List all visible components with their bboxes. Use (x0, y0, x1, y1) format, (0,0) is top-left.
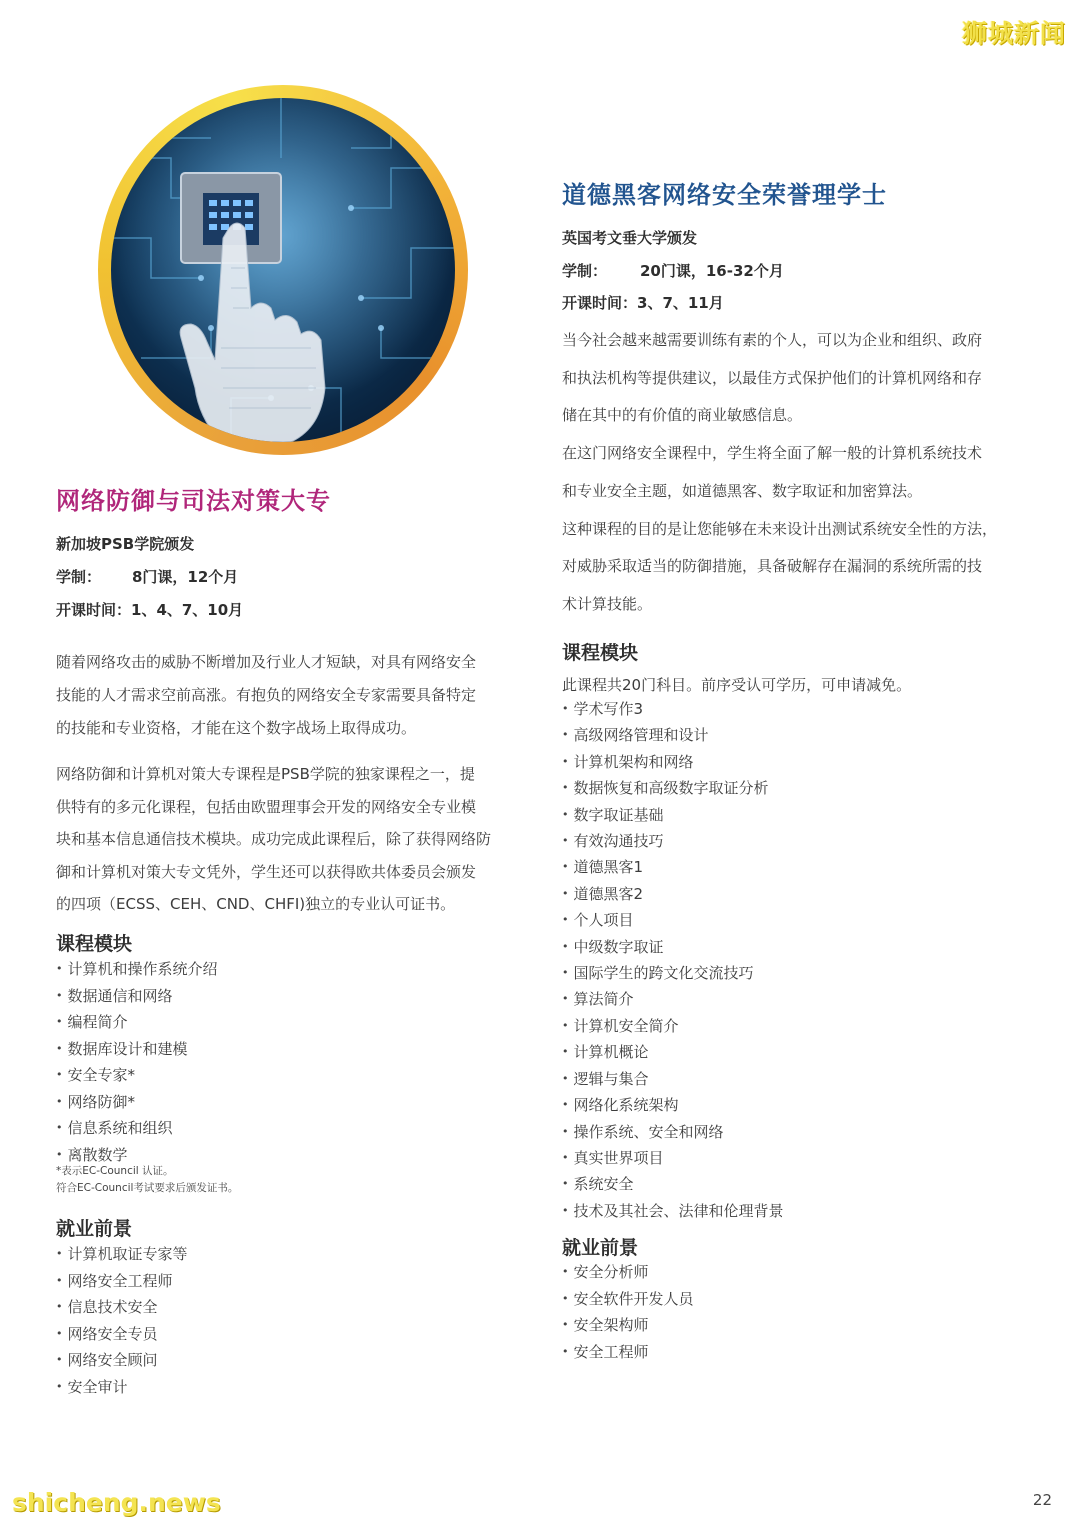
paragraph-line: 这种课程的目的是让您能够在未来设计出测试系统安全性的方法， (562, 519, 998, 538)
paragraph-line: 和专业安全主题，如道德黑客、数字取证和加密算法。 (562, 481, 923, 500)
list-item: • 计算机架构和网络 (562, 749, 784, 775)
list-item: • 计算机和操作系统介绍 (56, 956, 218, 983)
list-item: • 安全架构师 (562, 1312, 694, 1339)
left-careers-list (56, 1241, 188, 1400)
paragraph-line: 技能的人才需求空前高涨。有抱负的网络安全专家需要具备特定 (56, 686, 477, 704)
list-item: • 系统安全 (562, 1171, 784, 1197)
list-item: • 网络安全工程师 (56, 1268, 188, 1295)
paragraph-line: 供特有的多元化课程，包括由欧盟理事会开发的网络安全专业模 (56, 797, 477, 816)
list-item: • 计算机取证专家等 (56, 1241, 188, 1268)
paragraph-line: 当今社会越来越需要训练有素的个人，可以为企业和组织、政府 (562, 331, 983, 349)
left-intro-paragraph (56, 646, 476, 745)
paragraph-line: 储在其中的有价值的商业敏感信息。 (562, 406, 803, 425)
left-duration-value: 8门课，12个月 (132, 568, 239, 586)
list-item: • 安全专家* (56, 1062, 218, 1089)
paragraph-line: 的技能和专业资格，才能在这个数字战场上取得成功。 (56, 719, 417, 737)
list-item: • 信息技术安全 (56, 1294, 188, 1321)
left-duration (56, 566, 238, 587)
list-item: • 安全软件开发人员 (562, 1286, 694, 1313)
list-item: • 安全审计 (56, 1374, 188, 1401)
paragraph-line: 对威胁采取适当的防御措施，具备破解存在漏洞的系统所需的技 (562, 557, 983, 576)
right-course-title: 道德黑客网络安全荣誉理学士 (562, 181, 887, 209)
left-duration-label: 学制： (56, 568, 102, 586)
note-line: 符合EC-Council考试要求后颁发证书。 (56, 1182, 239, 1194)
left-modules-heading: 课程模块 (56, 933, 133, 955)
right-careers-list (562, 1259, 694, 1365)
watermark-bottom: shicheng.news (12, 1488, 221, 1517)
list-item: • 数据通信和网络 (56, 983, 218, 1010)
paragraph-line: 块和基本信息通信技术模块。成功完成此课程后，除了获得网络防 (56, 830, 492, 848)
list-item: • 逻辑与集合 (562, 1066, 784, 1092)
list-item: • 数字取证基础 (562, 802, 784, 828)
list-item: • 安全分析师 (562, 1259, 694, 1286)
right-modules-list (562, 696, 784, 1224)
paragraph-line: 的四项（ECSS、CEH、CND、CHFI)独立的专业认可证书。 (56, 895, 456, 913)
list-item: • 信息系统和组织 (56, 1115, 218, 1142)
list-item: • 网络化系统架构 (562, 1092, 784, 1118)
left-course-title: 网络防御与司法对策大专 (56, 487, 331, 515)
right-intake: 开课时间：3、7、11月 (562, 294, 724, 312)
paragraph-line: 在这门网络安全课程中，学生将全面了解一般的计算机系统技术 (562, 444, 983, 463)
left-certification-note (56, 1163, 238, 1197)
list-item: • 网络安全顾问 (56, 1347, 188, 1374)
watermark-top: 狮城新闻 (961, 19, 1066, 48)
circuit-hand-illustration (111, 98, 455, 442)
list-item: • 个人项目 (562, 907, 784, 933)
list-item: • 道德黑客1 (562, 854, 784, 880)
hero-image (111, 98, 455, 442)
right-duration-value: 20门课，16-32个月 (640, 262, 784, 280)
list-item: • 数据恢复和高级数字取证分析 (562, 775, 784, 801)
list-item: • 算法简介 (562, 986, 784, 1012)
list-item: • 操作系统、安全和网络 (562, 1119, 784, 1145)
paragraph-line: 御和计算机对策大专文凭外，学生还可以获得欧共体委员会颁发 (56, 862, 477, 881)
list-item: • 道德黑客2 (562, 881, 784, 907)
paragraph-line: 术计算技能。 (562, 594, 653, 613)
list-item: • 高级网络管理和设计 (562, 722, 784, 748)
right-duration-label: 学制： (562, 262, 608, 280)
right-modules-intro: 此课程共20门科目。前序受认可学历，可申请减免。 (562, 676, 912, 694)
right-careers-heading: 就业前景 (562, 1237, 639, 1259)
list-item: • 真实世界项目 (562, 1145, 784, 1171)
page-number: 22 (1032, 1491, 1052, 1509)
right-description-paragraph (562, 322, 997, 624)
list-item: • 网络安全专员 (56, 1321, 188, 1348)
list-item: • 计算机概论 (562, 1039, 784, 1065)
list-item: • 编程简介 (56, 1009, 218, 1036)
list-item: • 技术及其社会、法律和伦理背景 (562, 1198, 784, 1224)
right-modules-heading: 课程模块 (562, 642, 639, 664)
list-item: • 离散数学 (56, 1142, 218, 1169)
list-item: • 计算机安全简介 (562, 1013, 784, 1039)
paragraph-line: 和执法机构等提供建议，以最佳方式保护他们的计算机网络和存 (562, 368, 983, 387)
list-item: • 学术写作3 (562, 696, 784, 722)
left-description-paragraph (56, 758, 491, 921)
left-intake: 开课时间：1、4、7、10月 (56, 601, 244, 619)
paragraph-line: 随着网络攻击的威胁不断增加及行业人才短缺，对具有网络安全 (56, 653, 477, 671)
left-issuer: 新加坡PSB学院颁发 (56, 535, 195, 553)
note-line: *表示EC-Council 认证。 (56, 1165, 174, 1177)
list-item: • 有效沟通技巧 (562, 828, 784, 854)
list-item: • 国际学生的跨文化交流技巧 (562, 960, 784, 986)
right-duration (562, 260, 784, 281)
list-item: • 网络防御* (56, 1089, 218, 1116)
list-item: • 安全工程师 (562, 1339, 694, 1366)
right-issuer: 英国考文垂大学颁发 (562, 229, 698, 247)
left-careers-heading: 就业前景 (56, 1218, 133, 1240)
list-item: • 中级数字取证 (562, 934, 784, 960)
paragraph-line: 网络防御和计算机对策大专课程是PSB学院的独家课程之一，提 (56, 765, 475, 783)
left-modules-list (56, 956, 218, 1168)
list-item: • 数据库设计和建模 (56, 1036, 218, 1063)
